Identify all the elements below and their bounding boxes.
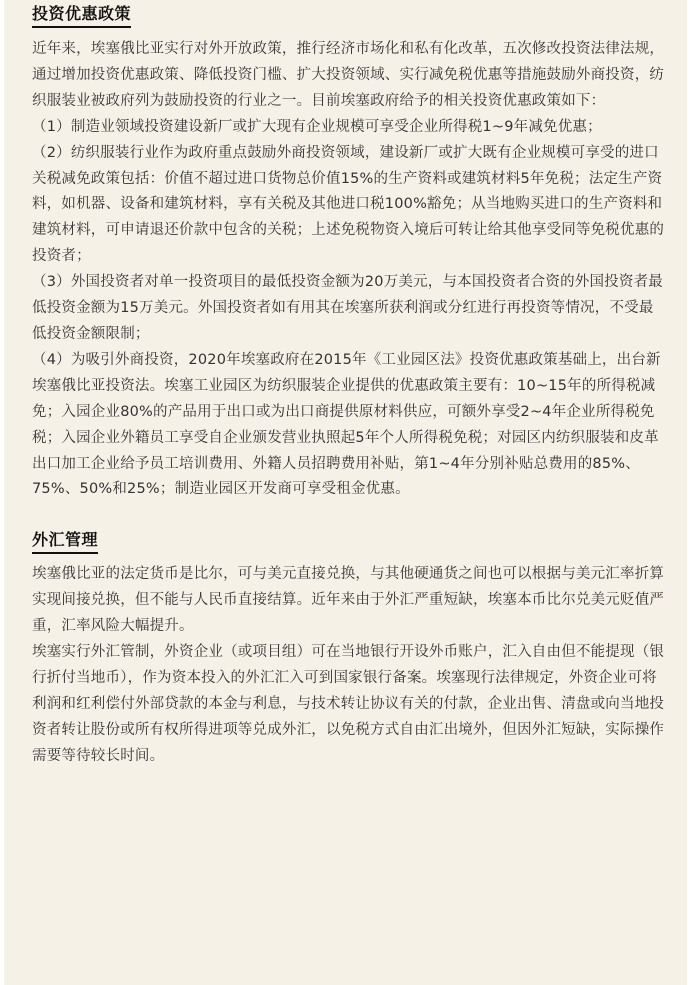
section-heading-text: 投资优惠政策 [32,3,131,28]
section-heading-investment-incentives [32,0,666,28]
section-body-investment-incentives [32,37,666,503]
paragraph-forex-control: 埃塞实行外汇管制，外资企业（或项目组）可在当地银行开设外币账户，汇入自由但不能提现（银行折付当地币），作为资本投入的外汇汇入可到国家银行备案。埃塞现行法律规定，外资企业可将利润和红利偿付外部贷款的本金与利息，与技术转让协议有关的付款，企业出售、清盘或向当地投资者转让股份或所有权所得进项等兑成外汇，以免税方式自由汇出境外，但因外汇短缺，实际操作需要等待较长时间。 [32,644,665,764]
paragraph-policy-1: （1）制造业领域投资建设新厂或扩大现有企业规模可享受企业所得税1~9年减免优惠； [32,118,602,135]
section-heading-forex [32,520,666,554]
paragraph-currency: 埃塞俄比亚的法定货币是比尔，可与美元直接兑换，与其他硬通货之间也可以根据与美元汇率折算实现间接兑换，但不能与人民币直接结算。近年来由于外汇严重短缺，埃塞本币比尔兑美元贬值严重，汇率风险大幅提升。 [32,566,665,635]
paragraph-policy-3: （3）外国投资者对单一投资项目的最低投资金额为20万美元，与本国投资者合资的外国投资者最低投资金额为15万美元。外国投资者如有用其在埃塞所获利润或分红进行再投资等情况，不受最低投资金额限制； [32,274,663,342]
article-panel [4,0,687,985]
paragraph-policy-4: （4）为吸引外商投资，2020年埃塞政府在2015年《工业园区法》投资优惠政策基础上，出台新埃塞俄比亚投资法。埃塞工业园区为纺织服装企业提供的优惠政策主要有：10~15年的所得税减免；入园企业80%的产品用于出口或为出口商提供原材料供应，可额外享受2~4年企业所得税免税；入园企业外籍员工享受自企业颁发营业执照起5年个人所得税免税；对园区内纺织服装和皮革出口加工企业给予员工培训费用、外籍人员招聘费用补贴，第1~4年分别补贴总费用的85%、75%、50%和25%；制造业园区开发商可享受租金优惠。 [32,351,661,498]
paragraph-policy-2: （2）纺织服装行业作为政府重点鼓励外商投资领域，建设新厂或扩大既有企业规模可享受的进口关税减免政策包括：价值不超过进口货物总价值15%的生产资料或建筑材料5年免税；法定生产资料，如机器、设备和建筑材料，享有关税及其他进口税100%豁免；从当地购买进口的生产资料和建筑材料，可申请退还价款中包含的关税；上述免税物资入境后可转让给其他享受同等免税优惠的投资者； [32,144,665,265]
section-heading-text: 外汇管理 [32,529,98,554]
section-body-forex [32,562,666,769]
paragraph-intro: 近年来，埃塞俄比亚实行对外开放政策，推行经济市场化和私有化改革，五次修改投资法律法规，通过增加投资优惠政策、降低投资门槛、扩大投资领域、实行减免税优惠等措施鼓励外商投资，纺织服装业被政府列为鼓励投资的行业之一。目前埃塞政府给予的相关投资优惠政策如下： [32,41,665,109]
